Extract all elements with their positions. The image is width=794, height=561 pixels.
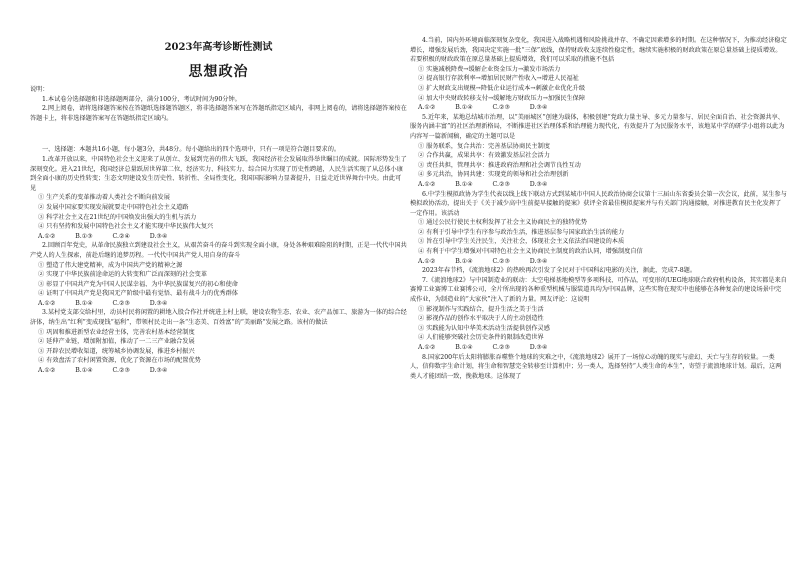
question-1-option: ③ 科学社会主义在21世纪的中国焕发出强大的生机与活力	[38, 213, 197, 221]
question-7-lead: 2023年春节档，《流浪地球2》的热映再次引发了全民对于中国科幻电影的关注，据此，完成7-8题。	[422, 267, 697, 275]
instruction-item-2: 2.网上阅卷，请将选择题答案按在答题纸选择题答题区，将非选择题答案写在答题纸指定区域内，非网上阅卷的，请将选择题答案按在答题卡上，将非选择题答案写在答题纸指定区域内。	[30, 105, 407, 122]
question-5-option: ② 合作共赢，成果共享：有效激发基层社会活力	[418, 152, 550, 160]
question-5-option: ① 服务联系，复合共治：完善基层协商民主制度	[418, 142, 550, 150]
question-2-option: ① 塑造了伟大建党精神，成为中国共产党的精神之源	[38, 261, 183, 269]
question-3-stem: 3.某村党支部交给村里，动员村民将闲置的耕地入股合作社并统进上村上联，建设农物生态、农业、农产品加工、旅游为一体的综合经济体，纳生出“红利”变成现钱“福利”，带领村民走出一条“生态美、百姓富”的“美丽路”发展之路。该村的做法	[30, 309, 407, 327]
question-5-stem: 5.近年来，某地总结城市治理，以“美丽城区”创建为载体，积极创建“党政力量主导、多元力量参与、居民全面自治、社会资源共享、服务内涵丰富”的社区治理新格局，不断推进社区治理体系和治理能力现代化，有效提升了为民服务水平，该地某中学的研学小组将以此为内容写一篇新闻稿，确定的主题可以是	[410, 113, 785, 140]
instructions-label: 说明：	[30, 86, 49, 93]
right-column	[410, 0, 787, 561]
question-6-answers: A.①② B.①④ C.②③ D.③④	[418, 257, 548, 265]
question-5-answers: A.①② B.①④ C.②③ D.③④	[418, 180, 548, 188]
question-7-option: ④ 人们能够突破社会历史条件的限制改造世界	[418, 334, 544, 342]
question-2-answers: A.①② B.①④ C.②③ D.③④	[38, 299, 168, 307]
question-1-option: ① 生产关系的变革推动着人类社会不断向前发展	[38, 194, 170, 202]
left-column	[30, 0, 407, 561]
question-1-stem: 1.改革开放以来，中国特色社会主义迎来了从创立、发展到完善的伟大飞跃，我国经济社会发展取得举世瞩目的成就。国际形势发生了深刻变化。进入21世纪，我国经济总量跃居世界第二位，经济实力、科技实力、综合国力实现了历史性跨越，人民生活实现了从总体小康到全面小康的历史性转变；生态文明建设发生历史性、转折性、全局性变化，我国国际影响力显著提升，日益走近世界舞台中央。由此可见	[30, 155, 407, 192]
question-2-option: ② 实现了中华民族前途命运的大转变和广泛而深刻的社会变革	[38, 271, 208, 279]
question-1-option: ② 发展中国家要实现发展就要走中国特色社会主义道路	[38, 203, 189, 211]
question-7-answers: A.①② B.①④ C.②③ D.③④	[418, 344, 548, 351]
instruction-item-1: 1.本试卷分选择题和非选择题两部分，满分100分，考试时间为90分钟。	[42, 95, 241, 103]
question-2-option: ③ 彰显了中国共产党为中国人民谋幸福、为中华民族谋复兴的初心和使命	[38, 280, 238, 288]
question-8-stem: 8.国家200年后太阳将膨胀吞噬整个地球的灾难之中，《流浪地球2》展开了一场惊心动魄的现实与虚幻、天亡与生存的较量。一类人，信仰数字生命计划，将生命和智慧完全转移至计算机中；另一类人，选择坚持“人类生命的本生”，寄望于流浪地球计划。最后，这两类人才能团结一致，挽救地球。这体现了	[410, 353, 782, 380]
question-2-option: ④ 证明了中国共产党是我国无产阶级中最有觉悟、最有战斗力的优秀群体	[38, 290, 238, 298]
question-7-option: ② 影视作品的创作水平取决于人的主动创造性	[418, 315, 544, 323]
subject-title: 思想政治	[188, 64, 249, 80]
question-3-option: ③ 开辟农民增收渠道，统筹城乡协调发展，推进乡村振兴	[38, 347, 195, 355]
question-3-option: ① 巩固和推进新型农业经营主体，完善农村基本经营制度	[38, 328, 195, 336]
question-2-stem: 2.回顾百年党史，从革命民族独立到建设社会主义，从艰苦奋斗的奋斗到实现全面小康，身处各种艰难险阻的时期，正是一代代中国共产党人的人生探索，前赴后继的追梦历程。一代代中国共产党人用自身的奋斗	[30, 242, 407, 259]
question-6-option: ③ 旨在引导中学生关注民生，关注社会，体现社会主义依法治国建设的本质	[418, 238, 625, 246]
question-4-option: ② 提高银行存款利率→增加居民财产性收入→增进人民福祉	[418, 75, 579, 83]
question-7-option: ① 影视制作与实践结合，提升生活之美于生活	[418, 305, 544, 313]
question-1-option: ④ 只有坚持和发展中国特色社会主义才能实现中华民族伟大复兴	[38, 223, 214, 231]
section-heading: 一、选择题：本题共16小题，每小题3分，共48分。每小题给出的四个选项中，只有一项是符合题目要求的。	[42, 146, 341, 154]
question-5-option: ④ 多元共治，协同共建：实现党的领导和社会治理创新	[418, 171, 569, 179]
question-3-answers: A.①② B.①④ C.②③ D.③④	[38, 367, 168, 375]
question-6-option: ④ 有利于中学生增强对中国特色社会主义协商民主制度的政治认同，增强制度自信	[418, 248, 643, 256]
question-4-stem: 4.当前，国内外环境面临深刻复杂变化，我国进入战略机遇和风险挑战并存、不确定因素增多的时期。在这种情况下，为推动经济稳定增长，增强发展后劲，我国决定实施一批“三保”底线，保持财政收支连续性稳定性，继续实施积极的财政政策在原总量基础上提质增效。若要积极的财政政策在原总量基础上提质增效，我们可以采取的措施不包括	[410, 37, 787, 64]
question-4-answers: A.①② B.①④ C.②③ D.③④	[418, 104, 548, 112]
question-4-option: ④ 加大中央财政转移支付→缓解地方财政压力→加强民生保障	[418, 94, 586, 102]
question-7-option: ③ 实践能为认知中华美术活动生活提供创作灵感	[418, 324, 550, 332]
question-4-option: ① 实施减税降费→缓解企业资金压力→激发市场活力	[418, 65, 561, 73]
question-3-option: ② 延伸产业链，增加附加值，推动了一二三产业融合发展	[38, 338, 195, 346]
question-6-option: ② 有利于引导中学生有序参与政治生活，推进基层参与国家政治生活的能力	[418, 228, 625, 236]
question-7-stem: 7.《流浪地球2》与中国制造业的联动：太空电梯基地模型等多项科技、可作品，可变形的UEG地球联合政府机构设备，其实都是来自赛博工业赛博工业赛博公司，全片所出现的各种重型机械与服装道具均为中国品牌，这些实物在现实中也能够在各种复杂的建设场景中完成作业，为制造业的“大家伙”注入了新的力量。网友评论：这说明	[410, 276, 787, 304]
question-4-option: ③ 扩大财政支出规模→降低企业运行成本→刺激企业优化升级	[418, 84, 586, 92]
question-1-answers: A.①② B.①③ C.②④ D.③④	[38, 232, 168, 240]
question-6-stem: 6.中学生模拟政协为学生代表以线上线下联动方式到某城市中国人民政治协商会议第十三届山东省委员会第一次会议，此前，某生参与模拟政协活动，提出关于《关于减少高中生前提早接触的提案》获评全省最佳模拟提案并与有关部门沟通接触，对推进教育民主化发挥了一定作用。该活动	[410, 190, 787, 217]
question-6-option: ① 通过公民行使民主权利发挥了社会主义协商民主的独特优势	[418, 219, 588, 227]
question-3-option: ④ 有效盘活了农村闲置资源，优化了资源在市场的配置优势	[38, 357, 201, 365]
exam-title: 2023年高考诊断性测试	[164, 42, 273, 53]
question-5-option: ③ 责任共担，管理共享：推进政府治理和社会调节良性互动	[418, 161, 581, 169]
